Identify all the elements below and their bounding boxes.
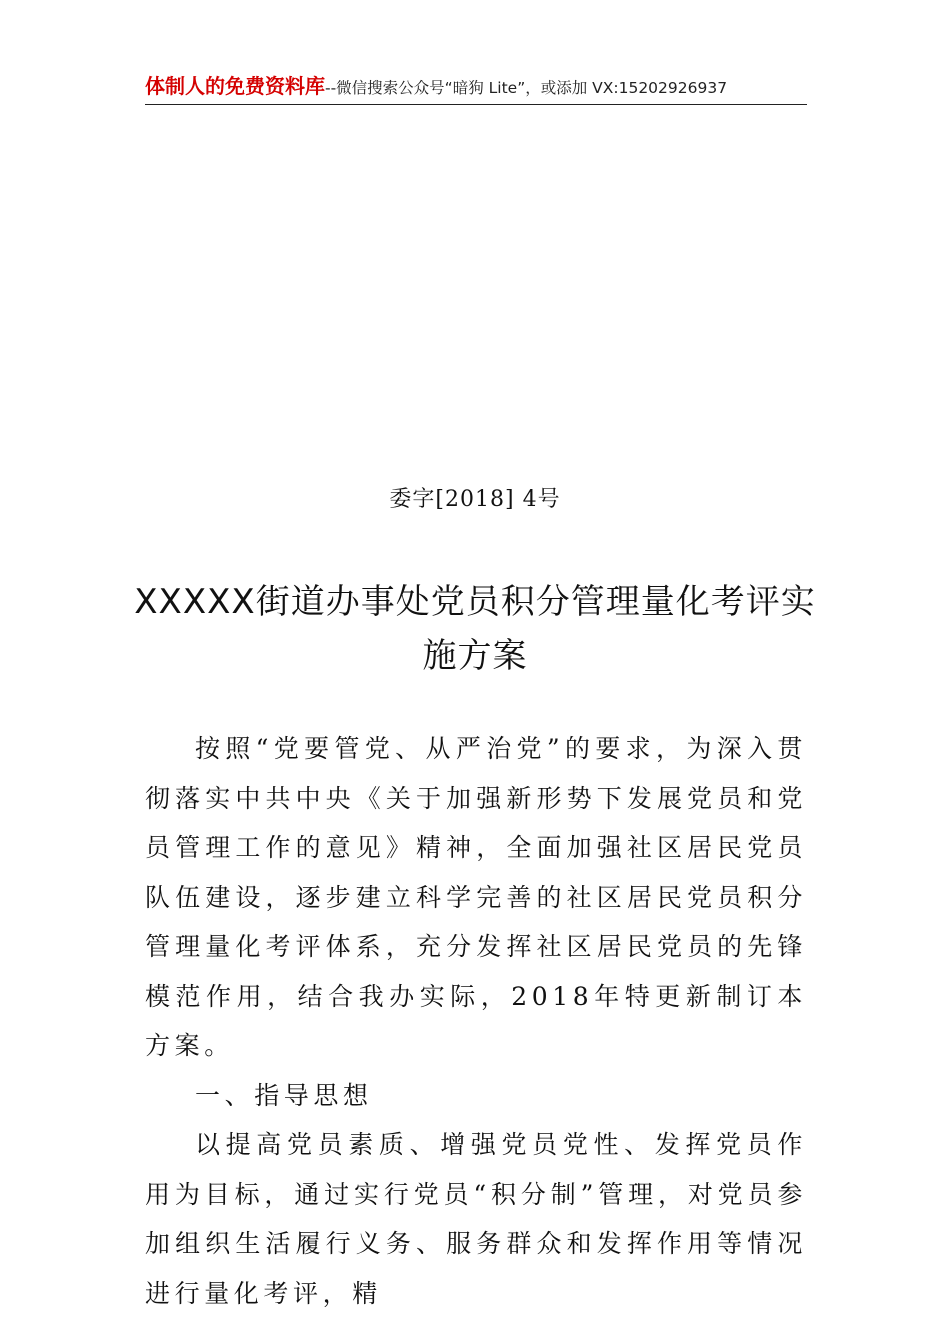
header-subtitle: --微信搜索公众号“暗狗 Lite”，或添加 VX:15202926937 xyxy=(325,79,728,97)
paragraph-intro: 按照“党要管党、从严治党”的要求，为深入贯彻落实中共中央《关于加强新形势下发展党员和党员管理工作的意见》精神，全面加强社区居民党员队伍建设，逐步建立科学完善的社区居民党员积分管理量化考评体系，充分发挥社区居民党员的先锋模范作用，结合我办实际，2018年特更新制订本方案。 xyxy=(145,734,807,1060)
paragraph-guiding-ideology: 以提高党员素质、增强党员党性、发挥党员作用为目标，通过实行党员“积分制”管理，对党员参加组织生活履行义务、服务群众和发挥作用等情况进行量化考评，精 xyxy=(145,1130,807,1308)
document-title: XXXXX街道办事处党员积分管理量化考评实施方案 xyxy=(134,582,816,676)
section-heading-guiding-ideology: 一、指导思想 xyxy=(195,1080,373,1110)
page-header xyxy=(145,70,807,105)
document-body xyxy=(145,724,807,1318)
header-brand: 体制人的免费资料库 xyxy=(145,74,325,98)
document-number: 委字[2018] 4号 xyxy=(389,487,561,512)
